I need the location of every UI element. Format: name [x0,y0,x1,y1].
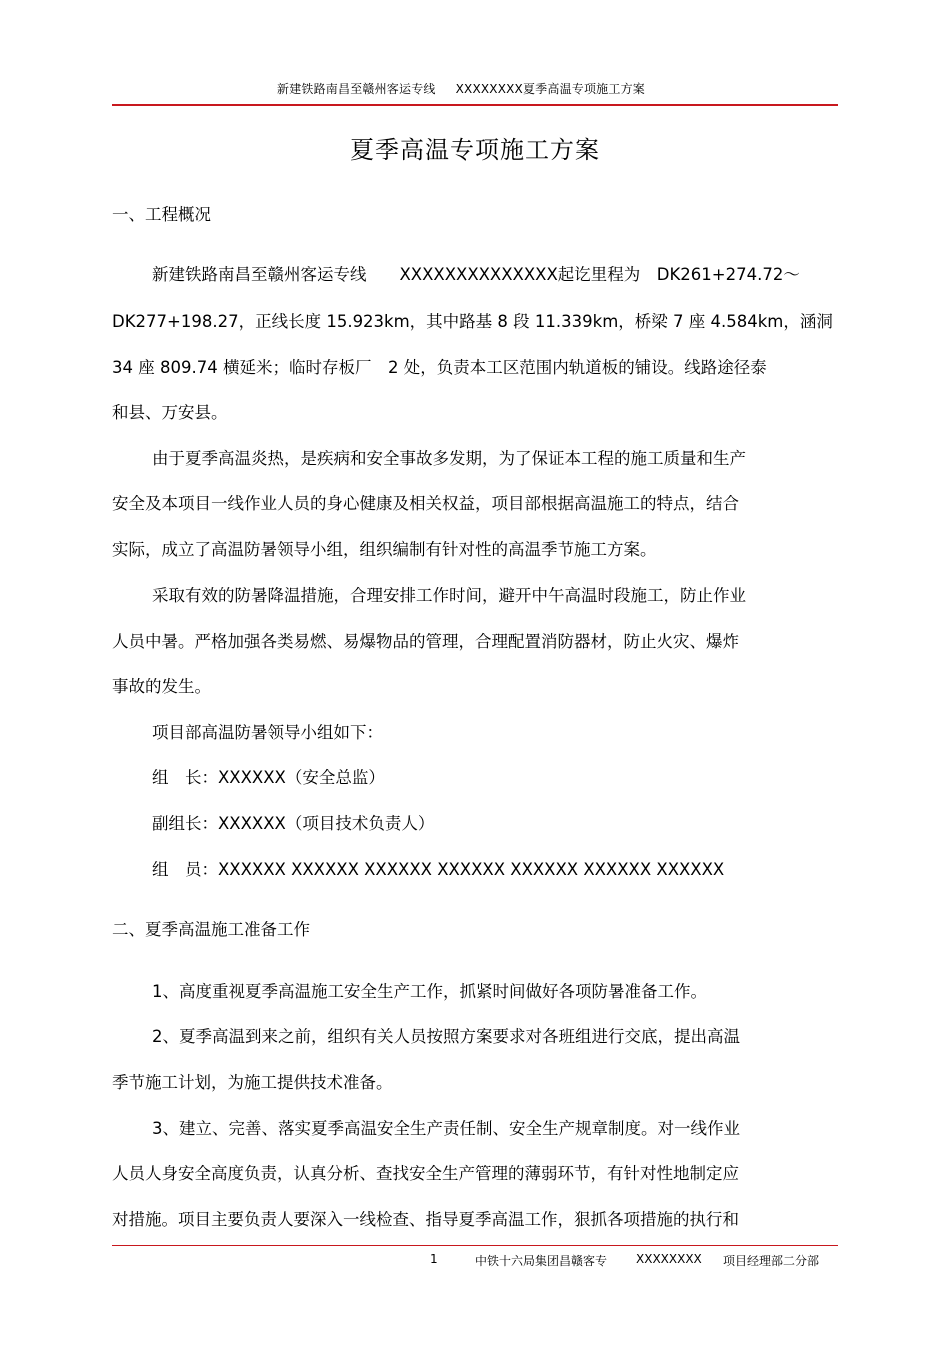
body-line: 采取有效的防暑降温措施，合理安排工作时间，避开中午高温时段施工，防止作业 [152,586,746,605]
body-line: 项目部高温防暑领导小组如下： [152,723,383,742]
body-line: 安全及本项目一线作业人员的身心健康及相关权益，项目部根据高温施工的特点，结合 [112,494,739,513]
page-title: 夏季高温专项施工方案 [350,136,600,164]
body-line: 34 座 809.74 横延米；临时存板厂 2 处，负责本工区范围内轨道板的铺设。线路途径泰 [112,358,767,377]
body-line: 和县、万安县。 [112,403,228,422]
section-heading-1: 一、工程概况 [112,205,211,224]
body-line: 人员中暑。严格加强各类易燃、易爆物品的管理，合理配置消防器材，防止火灾、爆炸 [112,632,739,651]
body-line: 人员人身安全高度负责，认真分析、查找安全生产管理的薄弱环节，有针对性地制定应 [112,1164,739,1183]
body-line: 新建铁路南昌至赣州客运专线 XXXXXXXXXXXXXX起讫里程为 DK261+274.72～ [152,265,800,284]
deputy-leader-line: 副组长：XXXXXX（项目技术负责人） [152,814,435,833]
body-line: 事故的发生。 [112,677,211,696]
leader-line: 组 长：XXXXXX（安全总监） [152,768,385,787]
header-rule [112,104,838,106]
footer-org: 中铁十六局集团昌赣客专 [475,1254,608,1268]
footer-code: XXXXXXXX [636,1252,702,1266]
body-line: 3、建立、完善、落实夏季高温安全生产责任制、安全生产规章制度。对一线作业 [152,1119,740,1138]
body-line: 由于夏季高温炎热，是疾病和安全事故多发期，为了保证本工程的施工质量和生产 [152,449,746,468]
page-number: 1 [430,1252,438,1266]
footer-dept: 项目经理部二分部 [723,1254,820,1268]
members-line: 组 员：XXXXXX XXXXXX XXXXXX XXXXXX XXXXXX XXXXXX XXXXXX [152,860,725,879]
body-line: 季节施工计划，为施工提供技术准备。 [112,1073,393,1092]
body-line: 2、夏季高温到来之前，组织有关人员按照方案要求对各班组进行交底，提出高温 [152,1027,740,1046]
body-line: 实际，成立了高温防暑领导小组，组织编制有针对性的高温季节施工方案。 [112,540,657,559]
body-line: DK277+198.27，正线长度 15.923km，其中路基 8 段 11.339km，桥梁 7 座 4.584km，涵洞 [112,312,833,331]
running-header [277,80,645,97]
section-heading-2: 二、夏季高温施工准备工作 [112,920,310,939]
body-line: 1、高度重视夏季高温施工安全生产工作，抓紧时间做好各项防暑准备工作。 [152,982,707,1001]
body-line: 对措施。项目主要负责人要深入一线检查、指导夏季高温工作，狠抓各项措施的执行和 [112,1210,739,1229]
header-left: 新建铁路南昌至赣州客运专线 [277,82,436,96]
footer-rule [112,1245,838,1246]
header-right: XXXXXXXX夏季高温专项施工方案 [455,82,645,96]
